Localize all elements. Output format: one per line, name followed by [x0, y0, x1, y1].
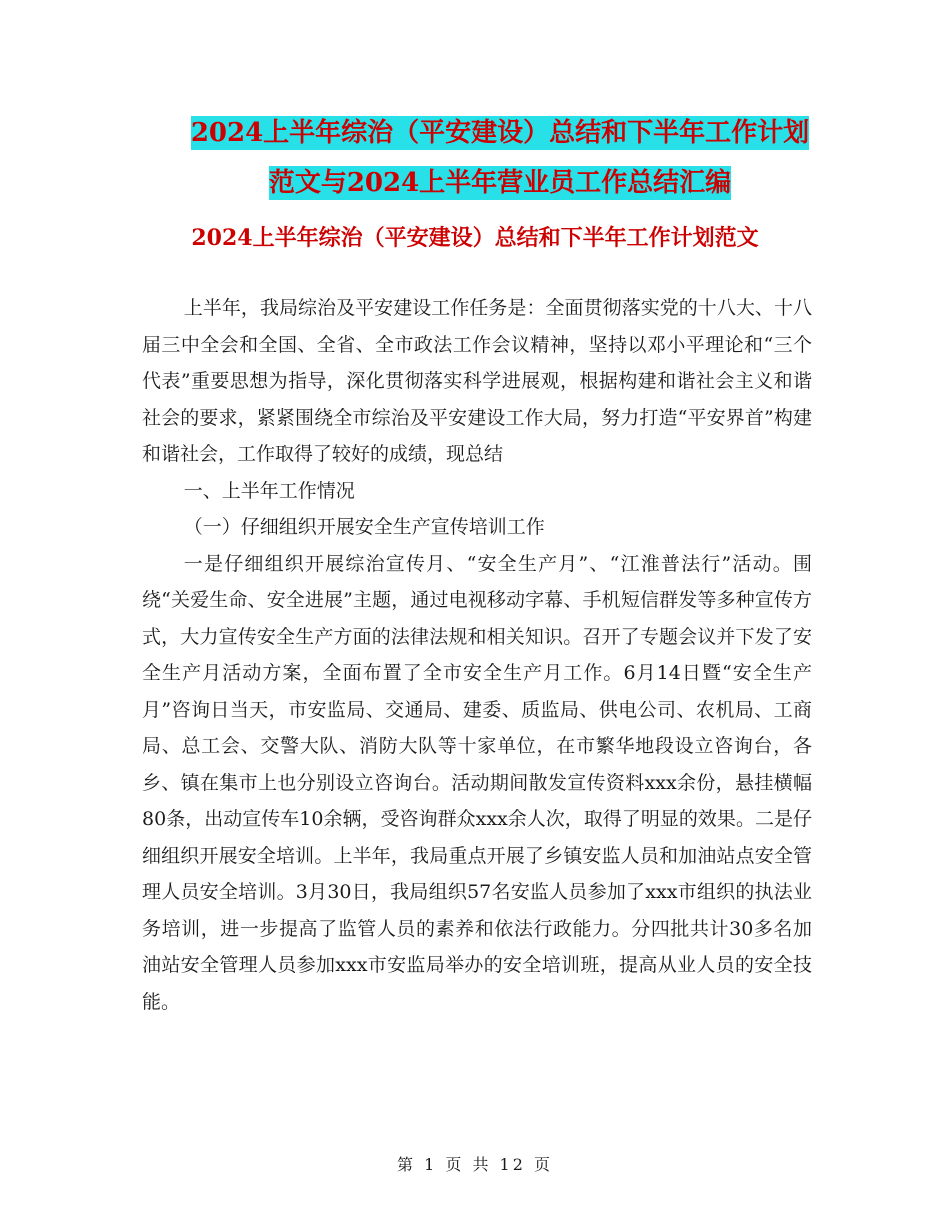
document-body: [142, 290, 812, 1020]
page-footer: 第 1 页 共 12 页: [397, 1155, 553, 1174]
body-paragraph: （一）仔细组织开展安全生产宣传培训工作: [183, 516, 545, 538]
body-paragraph: 一是仔细组织开展综治宣传月、“安全生产月”、“江淮普法行”活动。围绕“关爱生命、安全进展”主题，通过电视移动字幕、手机短信群发等多种宣传方式，大力宣传安全生产方面的法律法规和相关知识。召开了专题会议并下发了安全生产月活动方案，全面布置了全市安全生产月工作。6月14日暨“安全生产月”咨询日当天，市安监局、交通局、建委、质监局、供电公司、农机局、工商局、总工会、交警大队、消防大队等十家单位，在市繁华地段设立咨询台，各乡、镇在集市上也分别设立咨询台。活动期间散发宣传资料xxx余份，悬挂横幅80条，出动宣传车10余辆，受咨询群众xxx余人次，取得了明显的效果。二是仔细组织开展安全培训。上半年，我局重点开展了乡镇安监人员和加油站点安全管理人员安全培训。3月30日，我局组织57名安监人员参加了xxx市组织的执法业务培训，进一步提高了监管人员的素养和依法行政能力。分四批共计30多名加油站安全管理人员参加xxx市安监局举办的安全培训班，提高从业人员的安全技能。: [142, 552, 812, 1013]
section-title: 2024上半年综治（平安建设）总结和下半年工作计划范文: [191, 225, 759, 251]
document-title-line1: 2024上半年综治（平安建设）总结和下半年工作计划: [190, 118, 810, 148]
document-title: [150, 108, 850, 208]
body-paragraph: 上半年，我局综治及平安建设工作任务是：全面贯彻落实党的十八大、十八届三中全会和全国、全省、全市政法工作会议精神，坚持以邓小平理论和“三个代表”重要思想为指导，深化贯彻落实科学进展观，根据构建和谐社会主义和谐社会的要求，紧紧围绕全市综治及平安建设工作大局，努力打造“平安界首”构建和谐社会，工作取得了较好的成绩，现总结: [142, 297, 812, 465]
document-title-line2: 范文与2024上半年营业员工作总结汇编: [268, 168, 732, 198]
body-paragraph: 一、上半年工作情况: [183, 479, 355, 502]
